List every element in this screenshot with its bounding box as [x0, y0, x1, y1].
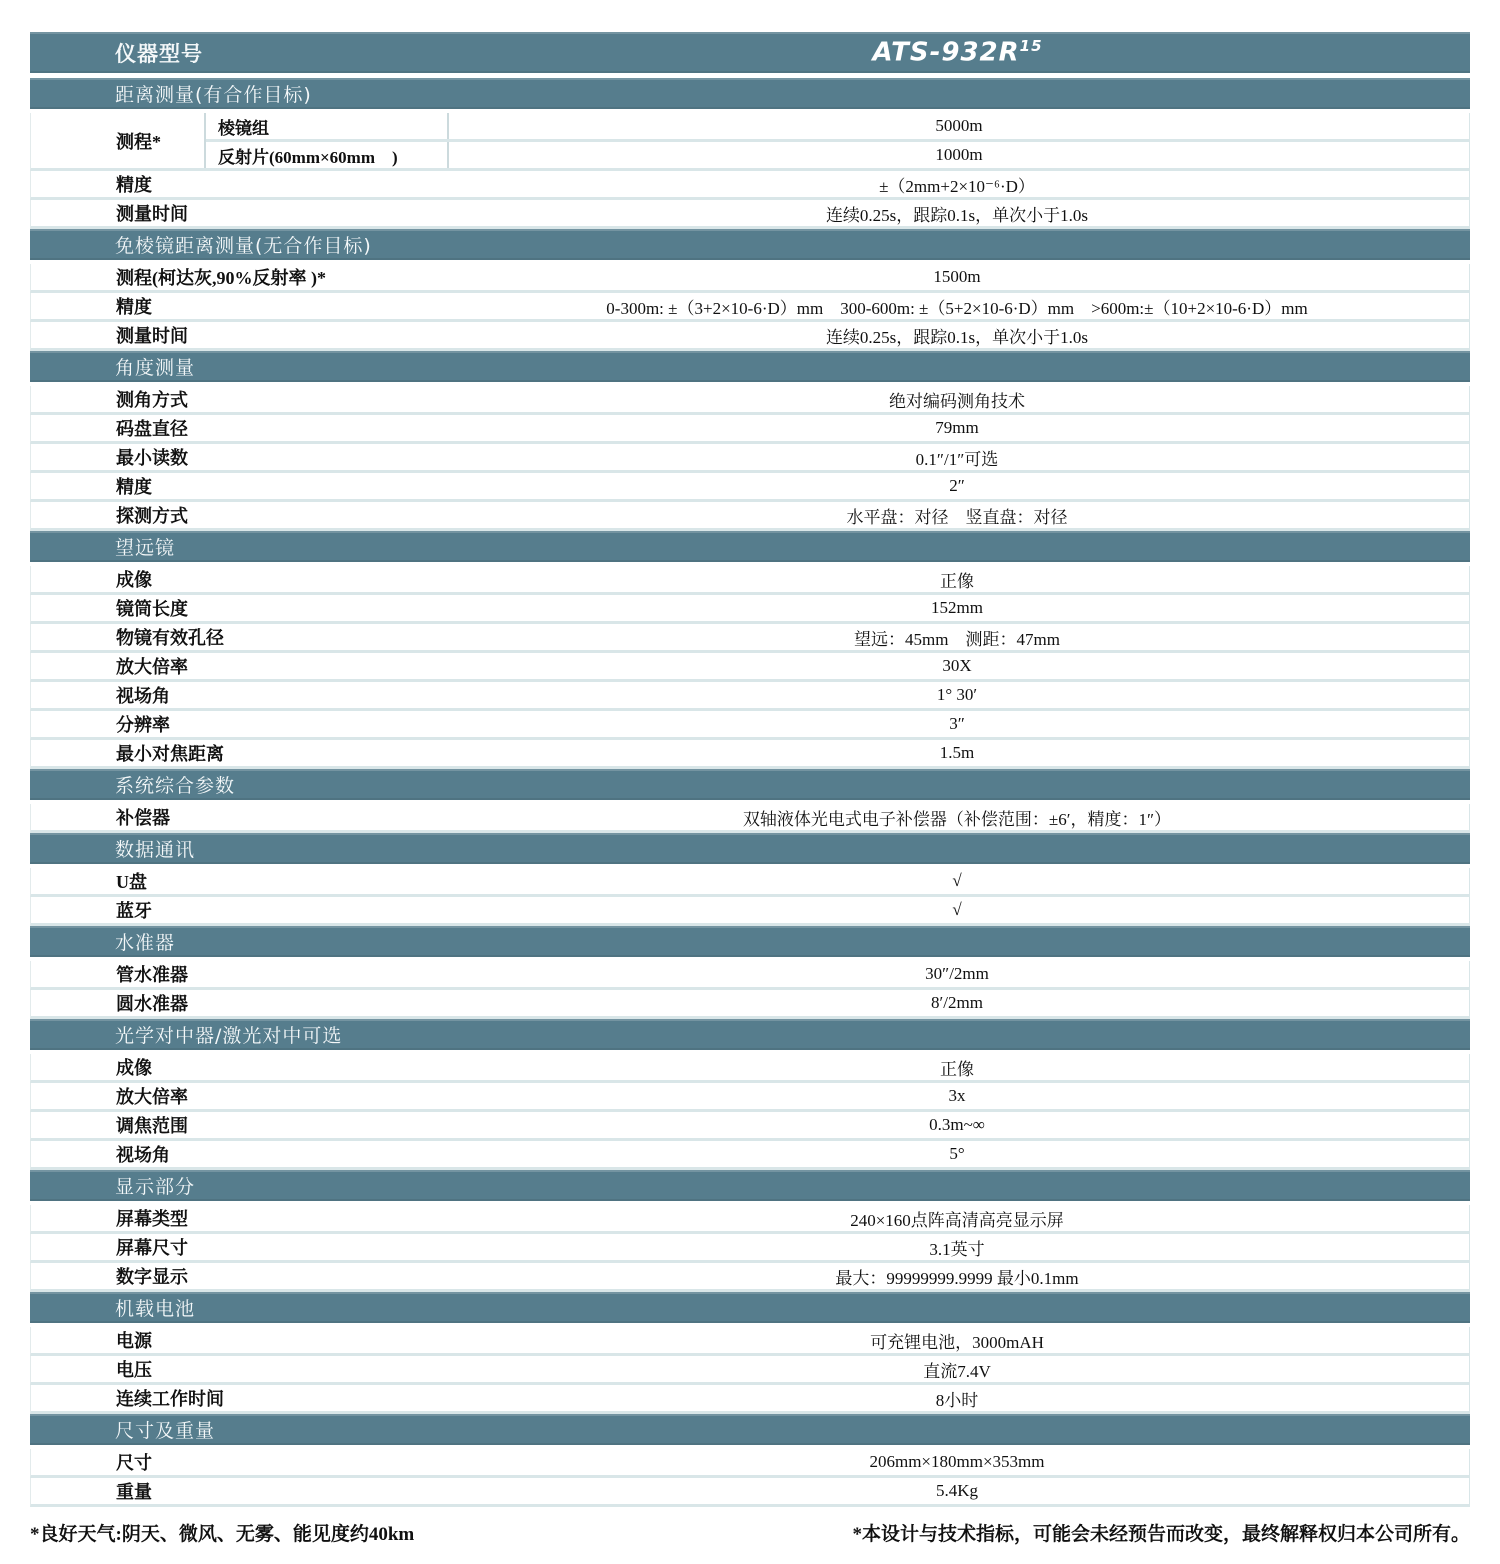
section-title: 望远镜: [115, 537, 176, 559]
row-label: 成像: [116, 1058, 152, 1078]
row-value: 正像: [940, 571, 974, 591]
table-row: [30, 566, 1470, 595]
row-value: 正像: [940, 1059, 974, 1079]
table-row: [30, 473, 1470, 502]
table-row: [30, 804, 1470, 833]
section-header-size-weight: [30, 1414, 1470, 1445]
row-label: 视场角: [116, 1145, 170, 1165]
row-value: 0-300m: ±（3+2×10-6·D）mm 300-600m: ±（5+2×10-6·D）mm >600m:±（10+2×10-6·D）mm: [606, 298, 1308, 318]
table-row: [30, 740, 1470, 769]
row-label: 精度: [116, 297, 152, 317]
section-header-telescope: [30, 531, 1470, 562]
row-value: 0.3m~∞: [929, 1115, 985, 1134]
table-row: [30, 711, 1470, 740]
row-label: 码盘直径: [116, 419, 188, 439]
table-row: [30, 1356, 1470, 1385]
section-header-distance-prism: [30, 78, 1470, 109]
row-label: 补偿器: [116, 808, 170, 828]
table-row: [30, 322, 1470, 351]
table-row: [30, 1449, 1470, 1478]
section-title: 数据通讯: [115, 839, 196, 861]
row-value: 1500m: [933, 267, 981, 286]
range-group-rows: [206, 113, 1469, 168]
row-label: 分辨率: [116, 715, 170, 735]
row-label: 测角方式: [116, 390, 188, 410]
table-row: [30, 897, 1470, 926]
section-title: 距离测量(有合作目标): [115, 84, 312, 106]
row-label: 测程(柯达灰,90%反射率 )*: [116, 268, 326, 288]
model-title: [445, 37, 1470, 68]
table-row: [206, 113, 1469, 142]
row-value: 5°: [949, 1144, 965, 1163]
section-header-plummet: [30, 1019, 1470, 1050]
row-value: 30″/2mm: [925, 964, 989, 983]
row-label: 屏幕类型: [116, 1209, 188, 1229]
table-row: [30, 293, 1470, 322]
row-value checkmark: √: [952, 871, 962, 890]
row-value: ±（2mm+2×10⁻⁶·D）: [879, 176, 1035, 196]
table-row: [30, 444, 1470, 473]
table-row: [30, 1327, 1470, 1356]
table-row: [30, 1083, 1470, 1112]
row-value: 206mm×180mm×353mm: [869, 1452, 1045, 1471]
table-row: [30, 171, 1470, 200]
model-name: ATS-932R: [872, 37, 1020, 68]
table-row: [30, 868, 1470, 897]
row-label: 蓝牙: [116, 901, 152, 921]
row-value: 望远：45mm 测距：47mm: [854, 629, 1060, 649]
row-value: 3x: [948, 1086, 966, 1105]
section-title: 机载电池: [115, 1298, 196, 1320]
row-value: 连续0.25s，跟踪0.1s，单次小于1.0s: [825, 205, 1089, 225]
row-value: 最大：99999999.9999 最小0.1mm: [835, 1268, 1079, 1288]
table-row: [30, 1478, 1470, 1507]
row-value: 1° 30′: [936, 685, 978, 704]
table-row: [30, 386, 1470, 415]
section-title: 显示部分: [115, 1176, 196, 1198]
footnote-disclaimer: *本设计与技术指标，可能会未经预告而改变，最终解释权归本公司所有。: [852, 1524, 1470, 1545]
row-value: 1.5m: [939, 743, 975, 762]
row-label: 管水准器: [116, 965, 188, 985]
row-value: 连续0.25s，跟踪0.1s，单次小于1.0s: [825, 327, 1089, 347]
table-row: [30, 961, 1470, 990]
row-label: 测量时间: [116, 326, 188, 346]
row-label: 调焦范围: [116, 1116, 188, 1136]
range-group: [30, 113, 1470, 171]
row-label: 连续工作时间: [116, 1389, 224, 1409]
table-row: [30, 653, 1470, 682]
row-value: 152mm: [931, 598, 983, 617]
table-row: [30, 1234, 1470, 1263]
row-label: 视场角: [116, 686, 170, 706]
table-row: [30, 1141, 1470, 1170]
table-header-row: [30, 32, 1470, 73]
table-row: [206, 142, 1469, 168]
table-row: [30, 502, 1470, 531]
section-header-battery: [30, 1292, 1470, 1323]
row-value: 5000m: [935, 116, 983, 135]
section-header-data-comm: [30, 833, 1470, 864]
section-header-system: [30, 769, 1470, 800]
table-row: [30, 415, 1470, 444]
row-value: 1000m: [935, 145, 983, 164]
row-value: 直流7.4V: [923, 1361, 991, 1381]
row-value: 3″: [949, 714, 965, 733]
section-title: 角度测量: [115, 357, 196, 379]
section-title: 光学对中器/激光对中可选: [115, 1025, 343, 1047]
row-sublabel: 反射片(60mm×60mm ): [206, 142, 449, 168]
section-header-angle: [30, 351, 1470, 382]
section-title: 免棱镜距离测量(无合作目标): [115, 235, 372, 257]
section-header-display: [30, 1170, 1470, 1201]
row-value: 可充锂电池，3000mAH: [870, 1332, 1044, 1352]
row-value: 5.4Kg: [935, 1481, 979, 1500]
row-label: 圆水准器: [116, 994, 188, 1014]
table-row: [30, 990, 1470, 1019]
row-value: 水平盘：对径 竖直盘：对径: [846, 507, 1068, 527]
row-label: 探测方式: [116, 506, 188, 526]
range-group-label: 测程*: [31, 113, 206, 168]
row-label: 放大倍率: [116, 657, 188, 677]
row-label: 物镜有效孔径: [116, 628, 224, 648]
row-label: 屏幕尺寸: [116, 1238, 188, 1258]
row-value: 0.1″/1″可选: [915, 449, 999, 469]
footnote-weather: *良好天气:阴天、微风、无雾、能见度约40km: [30, 1524, 415, 1545]
section-header-distance-reflectorless: [30, 229, 1470, 260]
footnotes: [30, 1519, 1470, 1546]
row-value: 3.1英寸: [929, 1239, 985, 1259]
row-label: U盘: [116, 872, 147, 892]
table-row: [30, 1263, 1470, 1292]
row-label: 成像: [116, 570, 152, 590]
table-row: [30, 1112, 1470, 1141]
spec-sheet: [30, 32, 1470, 1546]
row-value: 双轴液体光电式电子补偿器（补偿范围：±6′，精度：1″）: [742, 809, 1172, 829]
row-label: 电源: [116, 1331, 152, 1351]
row-label: 最小对焦距离: [116, 744, 224, 764]
row-sublabel: 棱镜组: [206, 113, 449, 139]
table-row: [30, 682, 1470, 711]
row-label: 镜筒长度: [116, 599, 188, 619]
row-value checkmark: √: [952, 900, 962, 919]
model-superscript: 15: [1019, 37, 1043, 56]
row-label: 放大倍率: [116, 1087, 188, 1107]
row-value: 30X: [942, 656, 972, 675]
row-value: 8小时: [935, 1390, 979, 1410]
row-value: 79mm: [935, 418, 979, 437]
row-label: 精度: [116, 175, 152, 195]
section-header-level: [30, 926, 1470, 957]
table-row: [30, 1054, 1470, 1083]
table-row: [30, 200, 1470, 229]
section-title: 系统综合参数: [115, 775, 236, 797]
row-value: 2″: [949, 476, 965, 495]
row-label: 精度: [116, 477, 152, 497]
table-row: [30, 595, 1470, 624]
table-row: [30, 624, 1470, 653]
row-label: 数字显示: [116, 1267, 188, 1287]
row-value: 240×160点阵高清高亮显示屏: [850, 1210, 1064, 1230]
row-label: 测量时间: [116, 204, 188, 224]
table-row: [30, 1205, 1470, 1234]
row-label: 电压: [116, 1360, 152, 1380]
section-title: 水准器: [115, 932, 176, 954]
table-row: [30, 264, 1470, 293]
row-label: 尺寸: [116, 1453, 152, 1473]
model-row-label: 仪器型号: [115, 41, 203, 66]
row-value: 8′/2mm: [931, 993, 983, 1012]
table-row: [30, 1385, 1470, 1414]
row-label: 最小读数: [116, 448, 188, 468]
row-label: 重量: [116, 1482, 152, 1502]
row-value: 绝对编码测角技术: [889, 391, 1025, 411]
section-title: 尺寸及重量: [115, 1420, 216, 1442]
